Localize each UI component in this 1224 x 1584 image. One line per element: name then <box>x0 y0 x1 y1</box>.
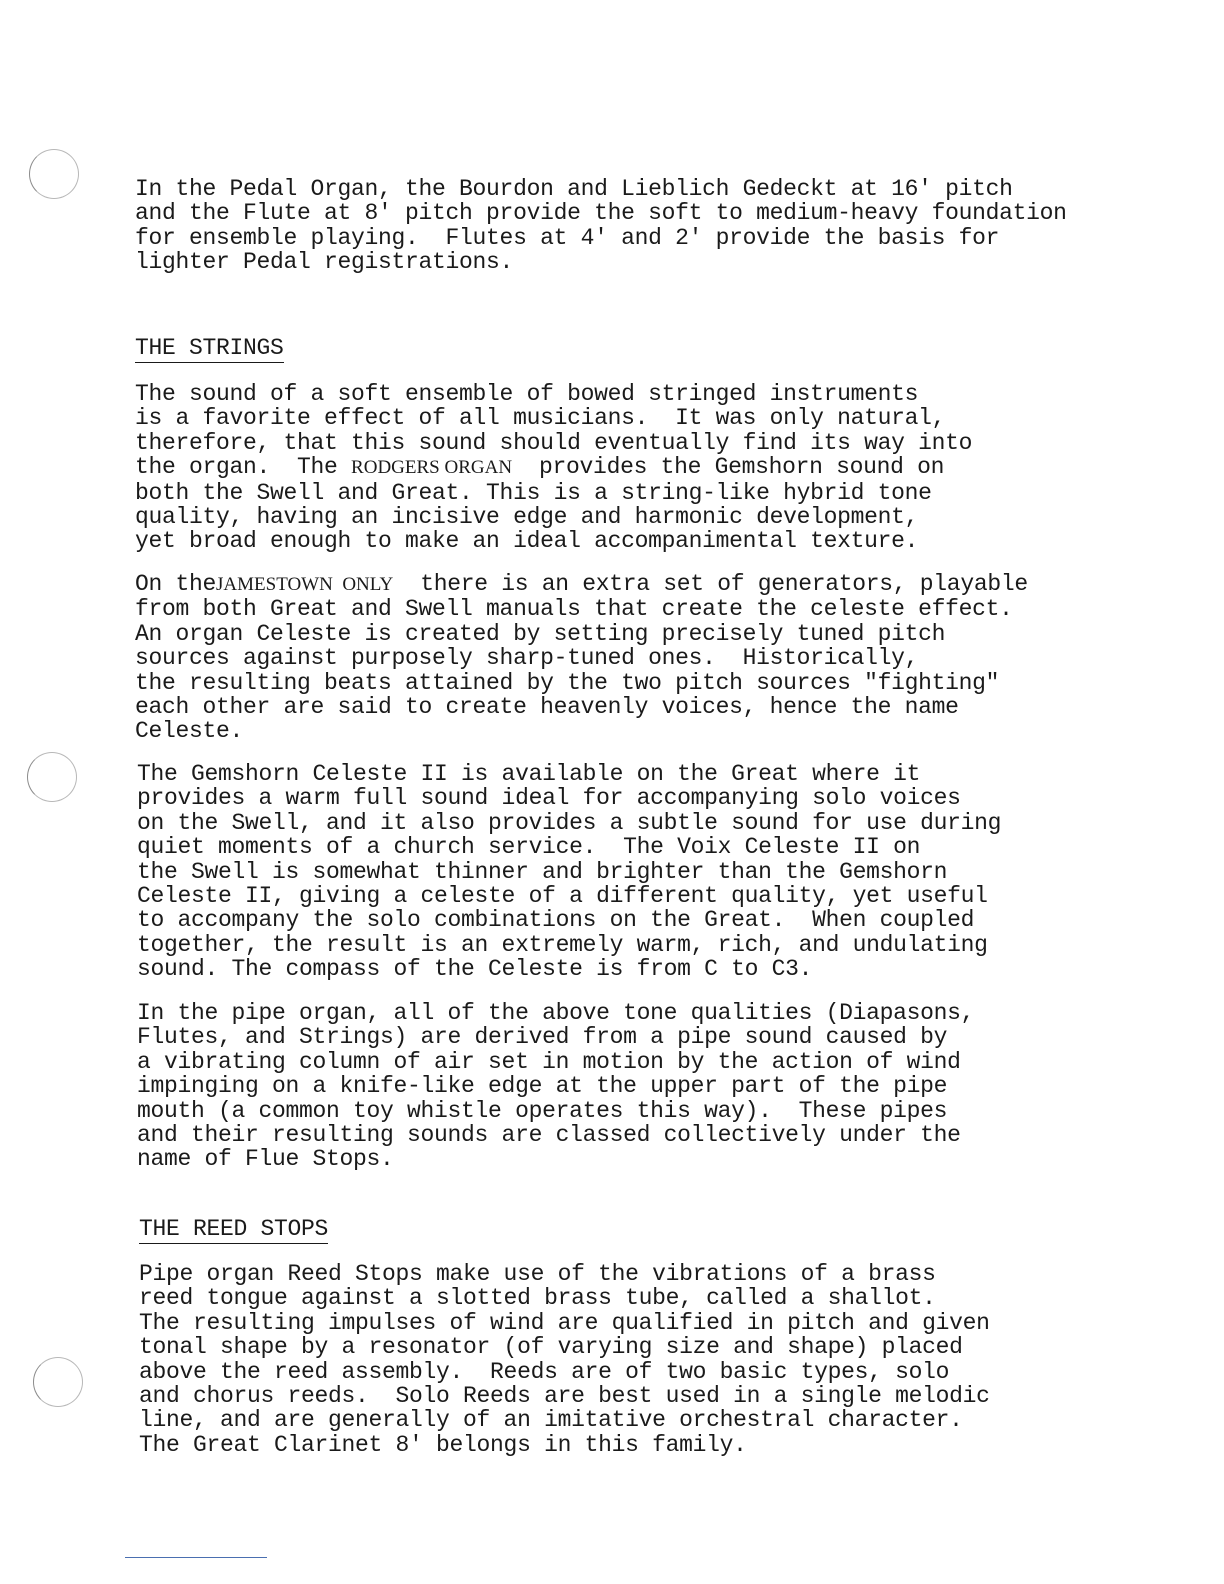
text-line <box>135 572 1028 597</box>
section-heading-reed-stops: THE REED STOPS <box>139 1216 329 1242</box>
intro-paragraph <box>135 177 1067 275</box>
text-line: Pipe organ Reed Stops make use of the vibrations of a brass <box>139 1261 936 1287</box>
text-line: yet broad enough to make an ideal accompanimental texture. <box>135 528 919 555</box>
text-line: name of Flue Stops. <box>137 1146 394 1173</box>
text-line: and chorus reeds. Solo Reeds are best used in a single melodic <box>139 1383 990 1410</box>
text-line: sound. The compass of the Celeste is from C to C3. <box>137 956 813 983</box>
text-line: lighter Pedal registrations. <box>135 249 514 276</box>
text-line: impinging on a knife-like edge at the upper part of the pipe <box>137 1073 948 1100</box>
binder-hole-middle <box>27 752 77 802</box>
text-line: the resulting beats attained by the two pitch sources "fighting" <box>135 669 1000 696</box>
binder-hole-bottom <box>33 1357 83 1407</box>
text-line: is a favorite effect of all musicians. It was only natural, <box>135 405 946 432</box>
text-line: An organ Celeste is created by setting precisely tuned pitch <box>135 620 946 647</box>
text-line: Flutes, and Strings) are derived from a pipe sound caused by <box>137 1024 948 1051</box>
text-line: tonal shape by a resonator (of varying size and shape) placed <box>139 1334 963 1361</box>
text-line: the Swell is somewhat thinner and brighter than the Gemshorn <box>137 858 948 885</box>
binder-hole-top <box>29 149 79 199</box>
text-segment: On the <box>135 571 217 597</box>
text-line: The resulting impulses of wind are qualified in pitch and given <box>139 1309 990 1336</box>
model-name: JAMESTOWN ONLY <box>216 574 394 595</box>
text-line: mouth (a common toy whistle operates this way). These pipes <box>137 1097 948 1124</box>
text-line: both the Swell and Great. This is a string-like hybrid tone <box>135 479 932 506</box>
strings-paragraph-3 <box>137 762 1001 982</box>
text-line: sources against purposely sharp-tuned ones. Historically, <box>135 645 919 672</box>
text-line: quiet moments of a church service. The Voix Celeste II on <box>137 834 921 861</box>
text-line: to accompany the solo combinations on the Great. When coupled <box>137 907 975 934</box>
text-line: provides a warm full sound ideal for accompanying solo voices <box>137 785 961 812</box>
text-segment: provides the Gemshorn sound on <box>512 454 945 481</box>
brand-name: RODGERS ORGAN <box>351 457 513 479</box>
text-line: above the reed assembly. Reeds are of two basic types, solo <box>139 1358 950 1385</box>
text-segment: there is an extra set of generators, playable <box>393 571 1028 597</box>
text-line: Celeste II, giving a celeste of a different quality, yet useful <box>137 883 988 910</box>
text-line: quality, having an incisive edge and harmonic development, <box>135 504 919 531</box>
text-line: and the Flute at 8' pitch provide the soft to medium-heavy foundation <box>135 200 1067 227</box>
text-line <box>135 455 972 480</box>
text-line: The sound of a soft ensemble of bowed stringed instruments <box>135 381 919 407</box>
text-line: reed tongue against a slotted brass tube, called a shallot. <box>139 1285 936 1312</box>
text-line: from both Great and Swell manuals that create the celeste effect. <box>135 596 1013 623</box>
reed-paragraph-1 <box>139 1262 990 1457</box>
text-line: The Great Clarinet 8' belongs in this family. <box>139 1431 747 1458</box>
text-line: line, and are generally of an imitative orchestral character. <box>139 1407 963 1434</box>
text-line: on the Swell, and it also provides a subtle sound for use during <box>137 809 1002 836</box>
text-line: In the pipe organ, all of the above tone qualities (Diapasons, <box>137 1000 975 1026</box>
text-line: and their resulting sounds are classed collectively under the <box>137 1122 961 1149</box>
section-heading-strings: THE STRINGS <box>135 335 284 361</box>
text-line: a vibrating column of air set in motion by the action of wind <box>137 1048 961 1075</box>
bottom-rule-mark <box>125 1557 267 1558</box>
text-line: therefore, that this sound should eventually find its way into <box>135 429 973 456</box>
text-line: In the Pedal Organ, the Bourdon and Lieblich Gedeckt at 16' pitch <box>135 176 1013 202</box>
text-line: for ensemble playing. Flutes at 4' and 2' provide the basis for <box>135 224 1000 251</box>
strings-paragraph-1 <box>135 382 972 554</box>
text-line: each other are said to create heavenly voices, hence the name <box>135 694 959 721</box>
text-line: together, the result is an extremely warm, rich, and undulating <box>137 931 988 958</box>
strings-paragraph-2 <box>135 572 1028 744</box>
text-line: The Gemshorn Celeste II is available on the Great where it <box>137 761 921 787</box>
text-segment: the organ. The <box>135 454 352 481</box>
strings-paragraph-4 <box>137 1001 974 1172</box>
text-line: Celeste. <box>135 718 244 745</box>
